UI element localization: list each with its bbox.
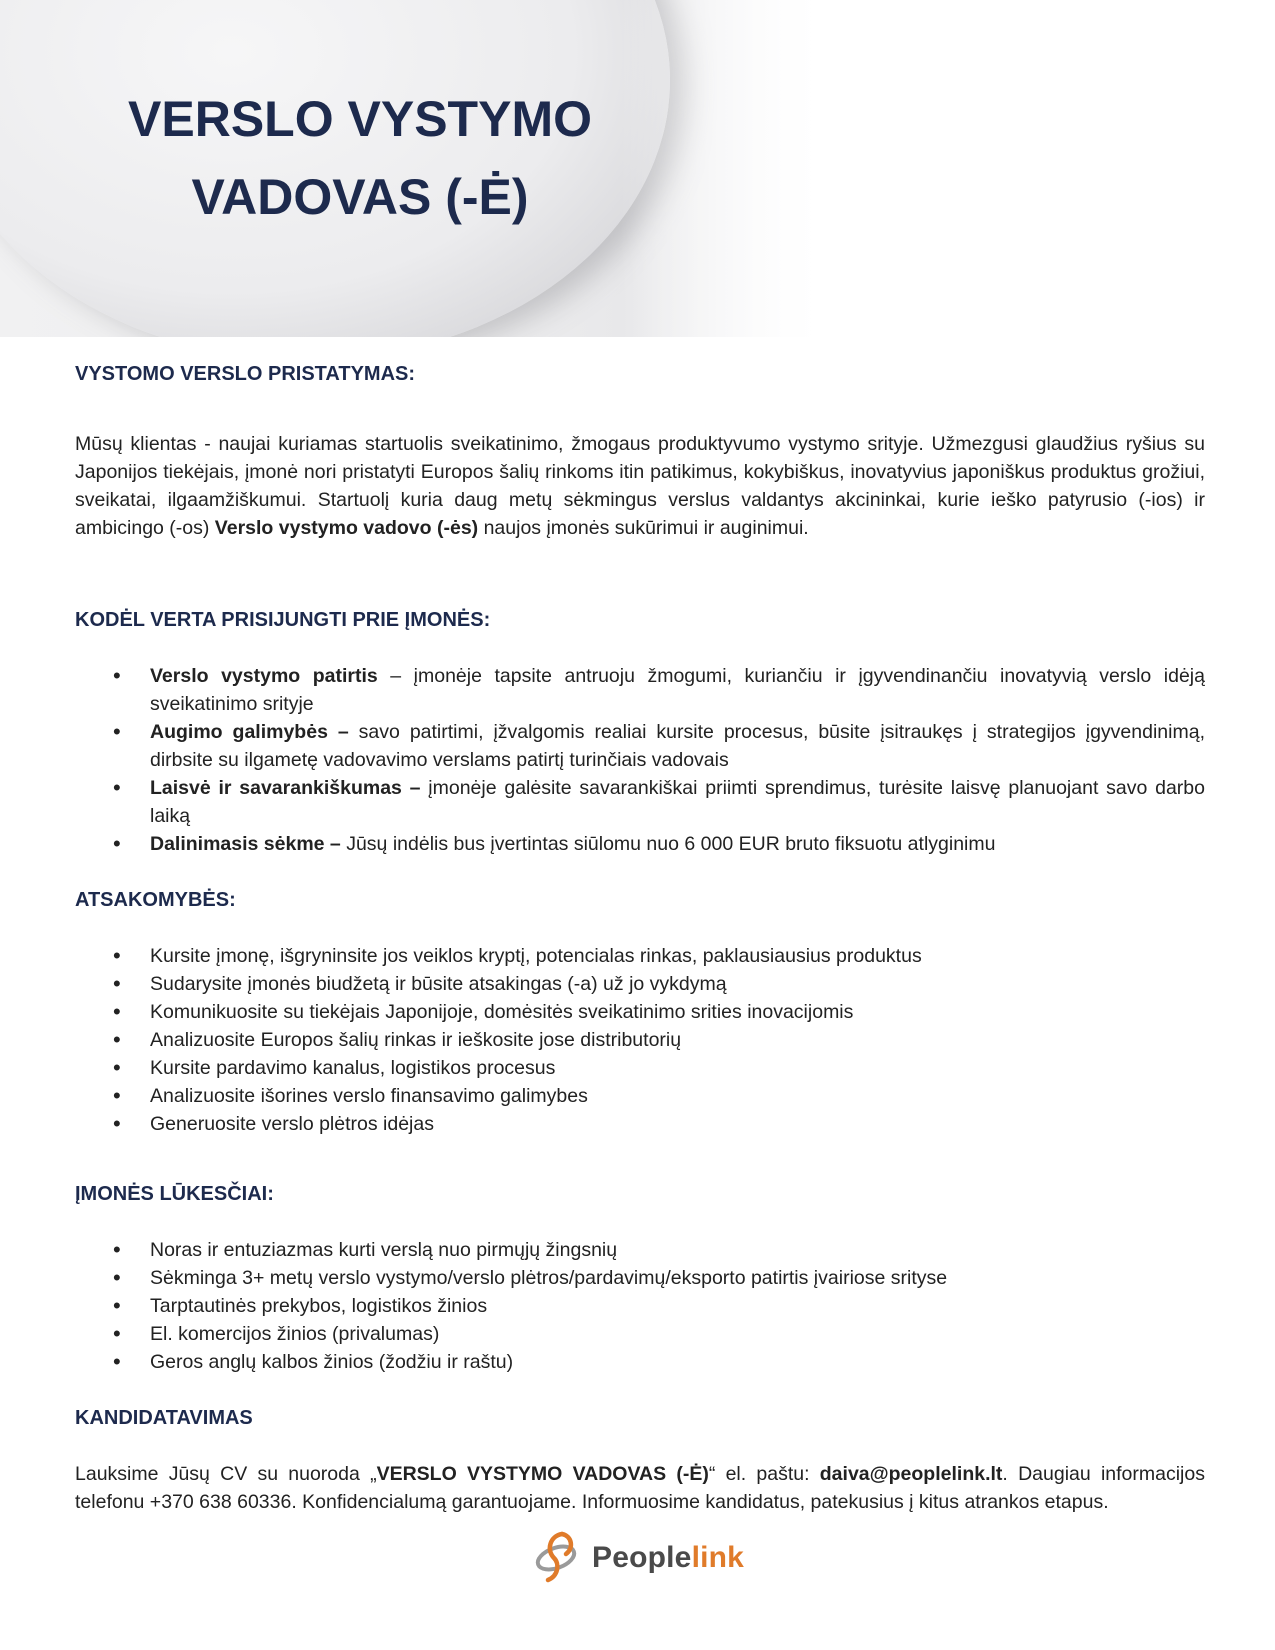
expectations-heading: ĮMONĖS LŪKESČIAI: <box>75 1183 274 1205</box>
list-item: • Komunikuosite su tiekėjais Japonijoje, domėsitės sveikatinimo srities inovacijomis <box>75 998 1205 1026</box>
list-item: • Verslo vystymo patirtis – įmonėje tapsite antruoju žmogumi, kuriančiu ir įgyvendinančiu inovatyvią verslo idėją sveikatinimo srityje <box>75 662 1205 718</box>
apply-section <box>75 1404 1205 1516</box>
list-item: • Noras ir entuziazmas kurti verslą nuo pirmųjų žingsnių <box>75 1236 1205 1264</box>
expectations-section <box>75 1180 1205 1376</box>
list-item: • El. komercijos žinios (privalumas) <box>75 1320 1205 1348</box>
position-name: Verslo vystymo vadovo (-ės) <box>214 517 479 539</box>
list-item: • Geros anglų kalbos žinios (žodžiu ir raštu) <box>75 1348 1205 1376</box>
title-line-2: VADOVAS (-Ė) <box>191 169 529 225</box>
list-item: • Generuosite verslo plėtros idėjas <box>75 1110 1205 1138</box>
why-join-list <box>75 662 1205 858</box>
intro-paragraph: Mūsų klientas - naujai kuriamas startuolis sveikatinimo, žmogaus produktyvumo vystymo srityje. Užmezgusi glaudžius ryšius su Japonijos tiekėjais, įmonė nori pristatyti Europos šalių rinkoms itin patikimus, kokybiškus, inovatyvius japoniškus produktus grožiui, sveikatai, ilgaamžiškumui. Startuolį kuria daug metų sėkmingus verslus valdantys akcininkai, kurie ieško patyrusio (-ios) ir ambicingo (-os) Verslo vystymo vadovo (-ės) naujos įmonės sukūrimui ir auginimui. <box>75 433 1205 539</box>
apply-paragraph: Lauksime Jūsų CV su nuoroda „VERSLO VYSTYMO VADOVAS (-Ė)“ el. paštu: daiva@peoplelink.lt. Daugiau informacijos telefonu +370 638 60336. Konfidencialumą garantuojame. Informuosime kandidatus, patekusius į kitus atrankos etapus. <box>75 1463 1205 1513</box>
list-item: • Kursite pardavimo kanalus, logistikos procesus <box>75 1054 1205 1082</box>
document-body <box>75 360 1205 1516</box>
list-item: • Tarptautinės prekybos, logistikos žinios <box>75 1292 1205 1320</box>
list-item: • Laisvė ir savarankiškumas – įmonėje galėsite savarankiškai priimti sprendimus, turėsite laisvę planuojant savo darbo laiką <box>75 774 1205 830</box>
expectations-list <box>75 1236 1205 1376</box>
responsibilities-heading: ATSAKOMYBĖS: <box>75 889 236 911</box>
list-item: • Sėkminga 3+ metų verslo vystymo/verslo plėtros/pardavimų/eksporto patirtis įvairiose srityse <box>75 1264 1205 1292</box>
list-item: • Analizuosite Europos šalių rinkas ir ieškosite jose distributorių <box>75 1026 1205 1054</box>
list-item: • Dalinimasis sėkme – Jūsų indėlis bus įvertintas siūlomu nuo 6 000 EUR bruto fiksuotu atlyginimu <box>75 830 1205 858</box>
company-logo <box>532 1530 744 1586</box>
list-item: • Analizuosite išorines verslo finansavimo galimybes <box>75 1082 1205 1110</box>
intro-heading: VYSTOMO VERSLO PRISTATYMAS: <box>75 363 416 385</box>
reference-code: VERSLO VYSTYMO VADOVAS (-Ė) <box>376 1463 709 1485</box>
list-item: • Augimo galimybės – savo patirtimi, įžvalgomis realiai kursite procesus, būsite įsitraukęs į strategijos įgyvendinimą, dirbsite su ilgametę vadovavimo verslams patirtį turinčiais vadovais <box>75 718 1205 774</box>
contact-email-link[interactable]: daiva@peoplelink.lt <box>819 1463 1003 1485</box>
list-item: • Kursite įmonę, išgryninsite jos veiklos kryptį, potencialas rinkas, paklausiausius produktus <box>75 942 1205 970</box>
peoplelink-logo-icon <box>532 1528 582 1589</box>
apply-heading: KANDIDATAVIMAS <box>75 1407 253 1429</box>
list-item: • Sudarysite įmonės biudžetą ir būsite atsakingas (-a) už jo vykdymą <box>75 970 1205 998</box>
why-join-heading: KODĖL VERTA PRISIJUNGTI PRIE ĮMONĖS: <box>75 609 491 631</box>
responsibilities-section <box>75 886 1205 1138</box>
page-title <box>110 80 610 236</box>
responsibilities-list <box>75 942 1205 1138</box>
why-join-section <box>75 606 1205 858</box>
logo-wordmark: Peoplelink <box>592 1541 745 1574</box>
intro-section <box>75 360 1205 542</box>
title-line-1: VERSLO VYSTYMO <box>128 91 592 147</box>
